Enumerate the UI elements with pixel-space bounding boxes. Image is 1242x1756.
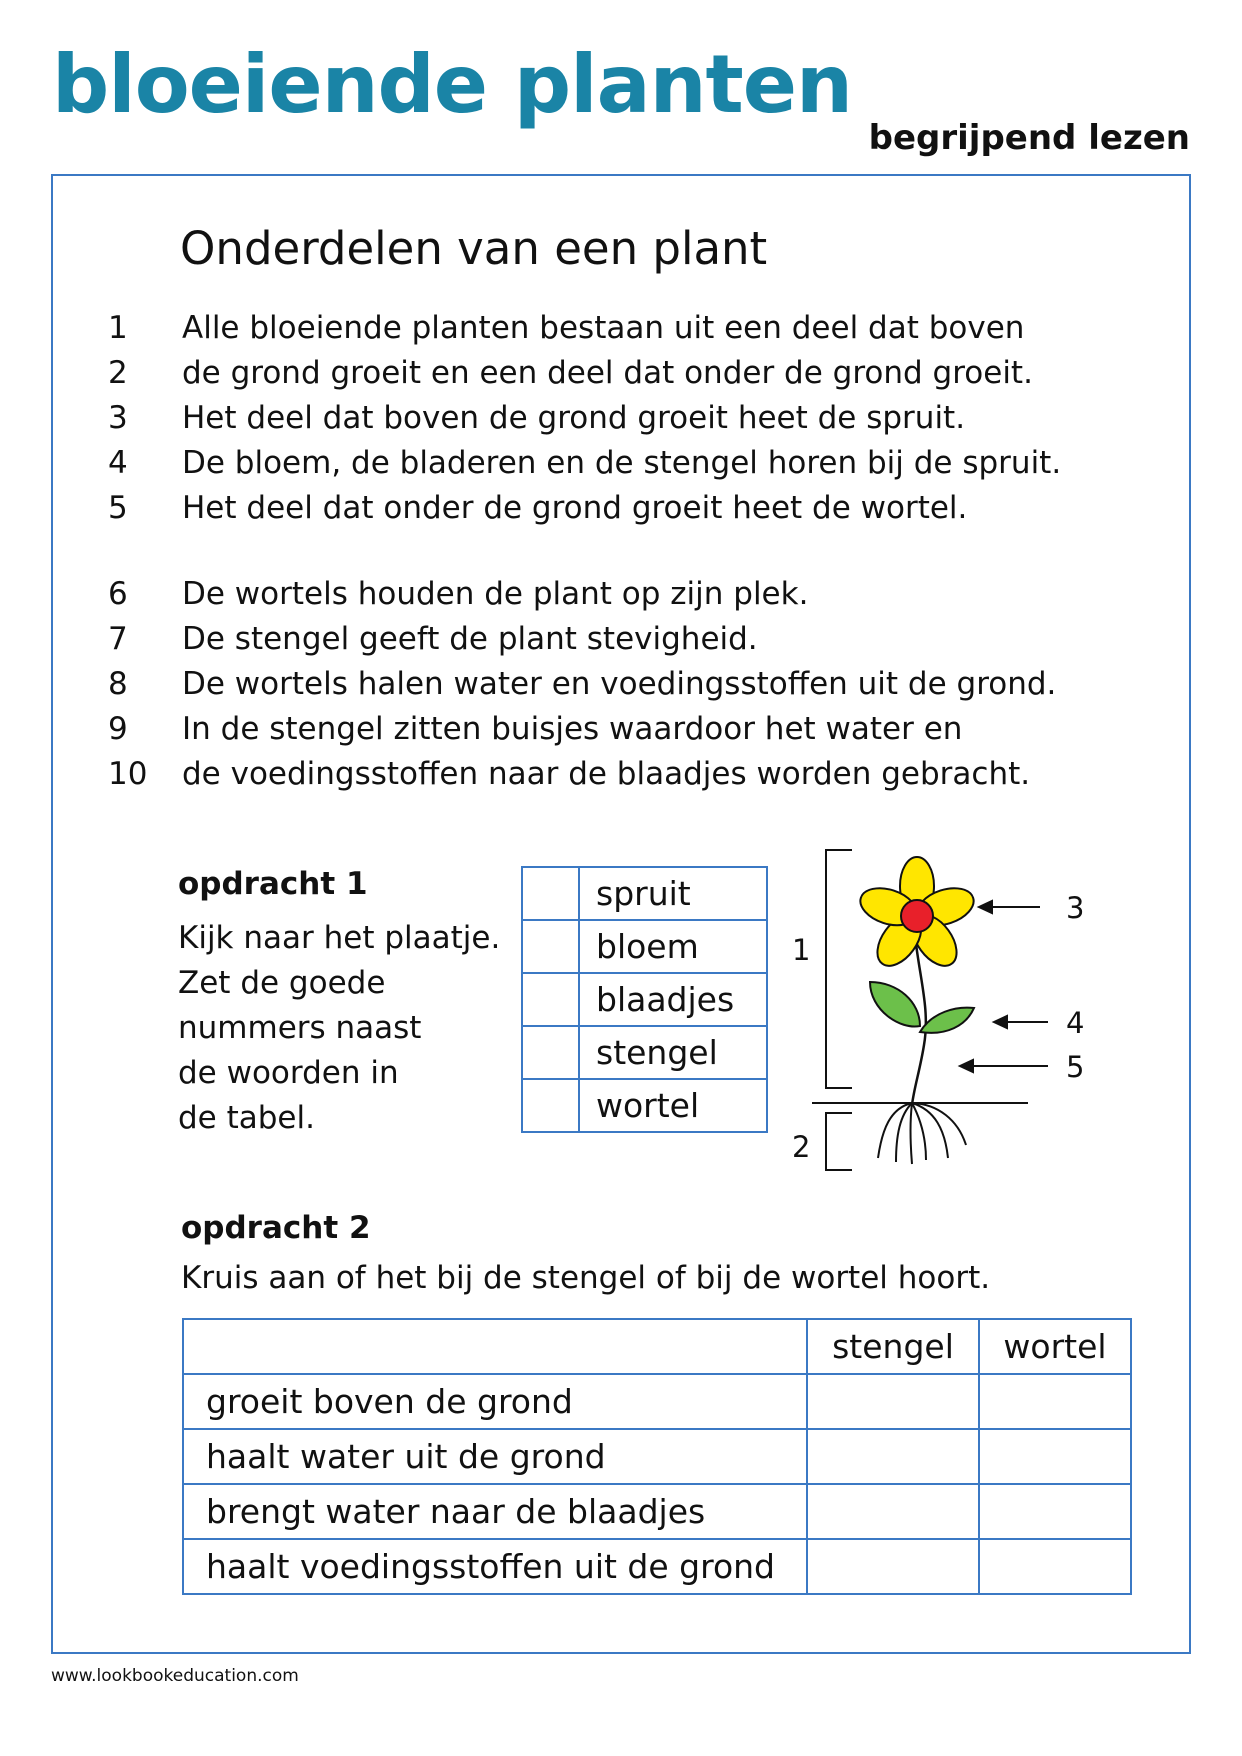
answer-box[interactable] <box>522 973 579 1026</box>
reading-line <box>108 707 1056 752</box>
statement-cell: groeit boven de grond <box>183 1374 807 1429</box>
leaf-left <box>870 982 920 1027</box>
word-cell: wortel <box>579 1079 767 1132</box>
wortel-checkbox[interactable] <box>979 1429 1131 1484</box>
line-number: 3 <box>108 400 128 436</box>
reading-line <box>108 752 1056 797</box>
check-header-row <box>183 1319 1131 1374</box>
footer-url: www.lookbookeducation.com <box>51 1666 299 1686</box>
statement-cell: haalt water uit de grond <box>183 1429 807 1484</box>
word-cell: bloem <box>579 920 767 973</box>
reading-line <box>108 441 1061 486</box>
reading-line <box>108 396 1061 441</box>
reading-line <box>108 572 1056 617</box>
header-wortel: wortel <box>979 1319 1131 1374</box>
line-number: 2 <box>108 355 128 391</box>
stengel-checkbox[interactable] <box>807 1484 979 1539</box>
line-text: de grond groeit en een deel dat onder de grond groeit. <box>182 355 1033 391</box>
wortel-checkbox[interactable] <box>979 1539 1131 1594</box>
line-number: 5 <box>108 490 128 526</box>
line-number: 6 <box>108 576 128 612</box>
reading-line <box>108 306 1061 351</box>
instruction-line: Kijk naar het plaatje. <box>178 920 501 956</box>
leaf-right <box>920 1008 974 1033</box>
line-text: Het deel dat boven de grond groeit heet de spruit. <box>182 400 966 436</box>
answer-box[interactable] <box>522 867 579 920</box>
instruction-line: nummers naast <box>178 1010 422 1046</box>
stengel-checkbox[interactable] <box>807 1429 979 1484</box>
section-heading: Onderdelen van een plant <box>180 222 768 275</box>
line-number: 7 <box>108 621 128 657</box>
header-stengel: stengel <box>807 1319 979 1374</box>
diagram-label-5: 5 <box>1066 1050 1085 1084</box>
line-number: 4 <box>108 445 128 481</box>
opdracht1-instructions <box>178 916 508 1141</box>
reading-line <box>108 662 1056 707</box>
instruction-line: Zet de goede <box>178 965 386 1001</box>
check-table <box>182 1318 1132 1595</box>
check-row <box>183 1429 1131 1484</box>
reading-block-2 <box>108 572 1056 797</box>
line-text: In de stengel zitten buisjes waardoor het water en <box>182 711 963 747</box>
diagram-label-2: 2 <box>792 1130 811 1164</box>
line-number: 8 <box>108 666 128 702</box>
line-number: 9 <box>108 711 128 747</box>
line-text: De stengel geeft de plant stevigheid. <box>182 621 758 657</box>
reading-line <box>108 351 1061 396</box>
line-text: De bloem, de bladeren en de stengel horen bij de spruit. <box>182 445 1062 481</box>
check-row <box>183 1484 1131 1539</box>
word-table <box>521 866 768 1133</box>
instruction-line: de woorden in <box>178 1055 399 1091</box>
word-cell: blaadjes <box>579 973 767 1026</box>
statement-cell: brengt water naar de blaadjes <box>183 1484 807 1539</box>
answer-box[interactable] <box>522 1026 579 1079</box>
word-row <box>522 867 767 920</box>
wortel-checkbox[interactable] <box>979 1484 1131 1539</box>
opdracht2-instruction: Kruis aan of het bij de stengel of bij de wortel hoort. <box>181 1260 991 1296</box>
instruction-line: de tabel. <box>178 1100 315 1136</box>
word-row <box>522 1026 767 1079</box>
answer-box[interactable] <box>522 920 579 973</box>
line-text: Alle bloeiende planten bestaan uit een deel dat boven <box>182 310 1025 346</box>
roots <box>878 1103 966 1164</box>
diagram-label-4: 4 <box>1066 1006 1085 1040</box>
answer-box[interactable] <box>522 1079 579 1132</box>
wortel-checkbox[interactable] <box>979 1374 1131 1429</box>
stengel-checkbox[interactable] <box>807 1539 979 1594</box>
opdracht2-label: opdracht 2 <box>181 1210 371 1246</box>
line-text: de voedingsstoffen naar de blaadjes worden gebracht. <box>182 756 1031 792</box>
flower-center <box>901 900 933 932</box>
page-title: bloeiende planten <box>52 38 852 131</box>
diagram-label-3: 3 <box>1066 891 1085 925</box>
stengel-checkbox[interactable] <box>807 1374 979 1429</box>
line-text: De wortels halen water en voedingsstoffen uit de grond. <box>182 666 1057 702</box>
diagram-label-1: 1 <box>792 933 811 967</box>
reading-line <box>108 617 1056 662</box>
opdracht1-label: opdracht 1 <box>178 866 368 902</box>
word-cell: spruit <box>579 867 767 920</box>
reading-block-1 <box>108 306 1061 531</box>
header-empty <box>183 1319 807 1374</box>
page-subtitle: begrijpend lezen <box>868 118 1190 158</box>
plant-diagram <box>770 840 1100 1180</box>
check-row <box>183 1539 1131 1594</box>
word-row <box>522 973 767 1026</box>
word-cell: stengel <box>579 1026 767 1079</box>
word-row <box>522 1079 767 1132</box>
check-row <box>183 1374 1131 1429</box>
line-number: 1 <box>108 310 128 346</box>
bracket-wortel <box>826 1113 852 1170</box>
statement-cell: haalt voedingsstoffen uit de grond <box>183 1539 807 1594</box>
line-number: 10 <box>108 756 148 792</box>
bracket-spruit <box>826 850 852 1088</box>
reading-line <box>108 486 1061 531</box>
label-arrows <box>960 901 1048 1072</box>
line-text: Het deel dat onder de grond groeit heet de wortel. <box>182 490 968 526</box>
line-text: De wortels houden de plant op zijn plek. <box>182 576 809 612</box>
word-row <box>522 920 767 973</box>
